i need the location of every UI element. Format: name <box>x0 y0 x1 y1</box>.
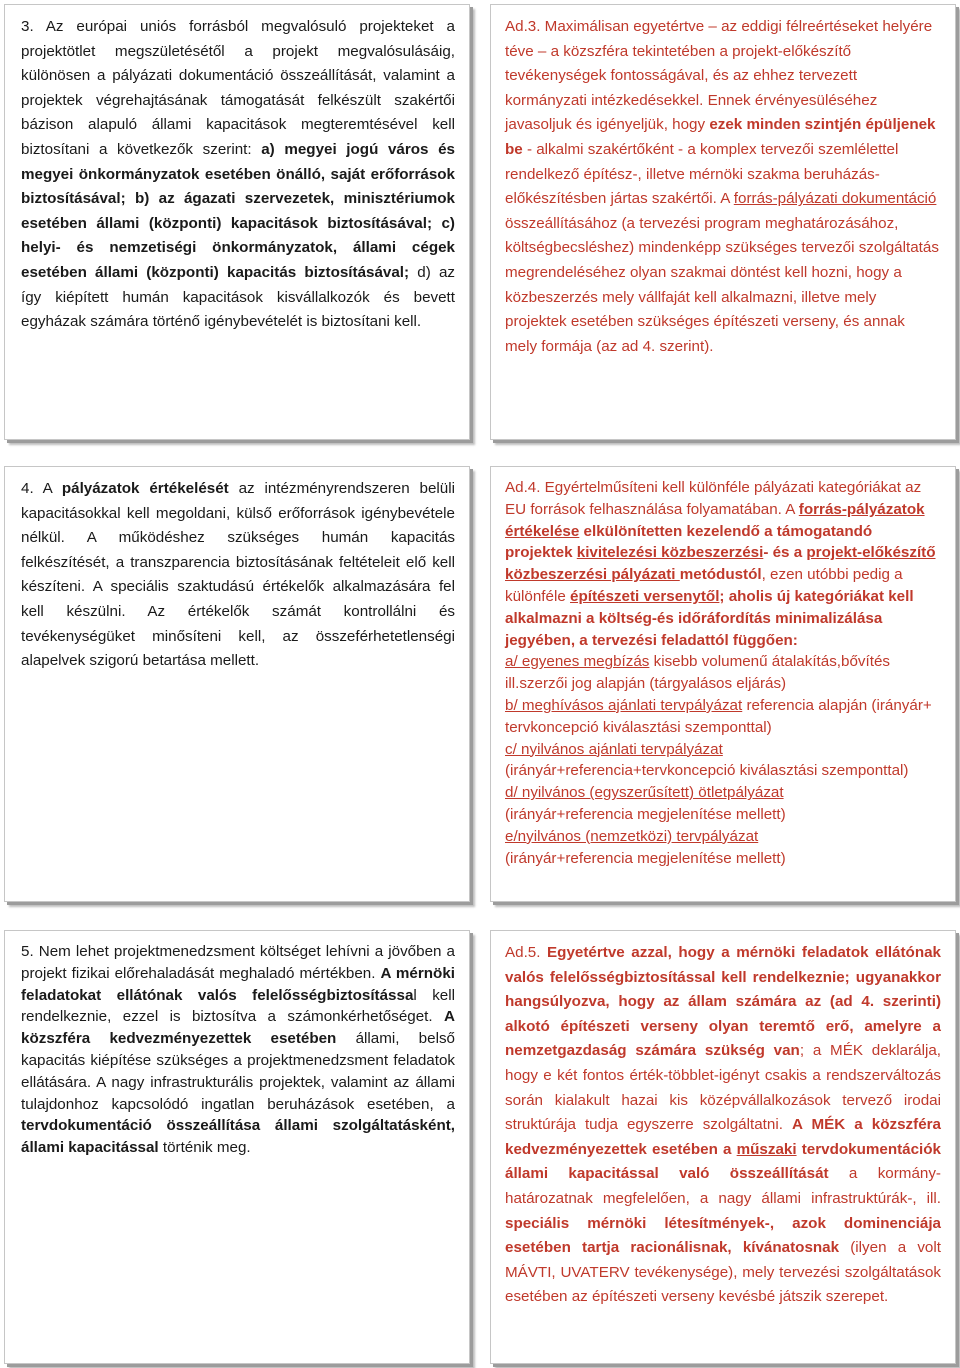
response-4-term-1: forrás-pályázatok értékelése <box>505 500 925 540</box>
response-5-emphasis-3: tervdokumentációk állami kapacitással való összeállítását <box>505 1140 941 1183</box>
response-4-tail: ; aholis új kategóriákat kell alkalmazni a költség-és időráfordítás minimalizálása jegyében, a tervezési feladattól függően: <box>505 587 914 649</box>
response-5-emphasis-1: Egyetértve azzal, hogy a mérnöki feladatok ellátónak valós felelősségbiztosítással kell rendelkeznie; ugyanakkor hangsúlyozva, hogy az állam számára az (ad 4. szerinti) alkotó építészeti verseny olyan teremtő erő, amelyre a nemzetgazdaság számára szükség van <box>505 944 941 1060</box>
proposal-5-text <box>21 941 455 1159</box>
proposal-4-number: 4. A <box>21 480 62 497</box>
response-4-intro: Ad.4. Egyértelműsíteni kell különféle pályázati kategóriákat az EU források felhasználása folyamatában. A <box>505 479 922 518</box>
response-4-mid: , ezen utóbbi pedig a különféle <box>505 566 903 605</box>
response-3-emphasis: ezek minden szintjén épüljenek be <box>505 116 936 158</box>
response-4-term-6: metódustól <box>679 566 762 584</box>
response-4-term-4: - és a <box>763 544 807 562</box>
list-item-title: b/ meghívásos ajánlati tervpályázat <box>505 696 743 714</box>
response-4-list-item <box>505 695 941 739</box>
response-4-term-2: elkülönítetten kezelendő a támogatandó projektek <box>505 522 873 562</box>
response-4-list-item <box>505 826 941 870</box>
proposal-5-box <box>4 930 470 1364</box>
response-5-emphasis-4: speciális mérnöki létesítmények-, azok dominenciája esetében tartja racionálisnak, kívánatosnak <box>505 1214 941 1257</box>
response-5-end: (ilyen a volt MÁVTI, UVATERV tevékenysége), mely tervezési szolgáltatások esetében az építészeti verseny kevésbé játszik szerepet. <box>505 1239 941 1306</box>
proposal-3-points-a-c: a) megyei jogú város és megyei önkormányzatok esetében önálló, saját erőforrások biztosításával; b) az ágazati szervezetek, minisztériumok esetében állami (központi) kapacitások biztosításával; c) helyi- és nemzetiségi önkormányzatok, állami cégek esetében állami (központi) kapacitás biztosításával; <box>21 140 455 281</box>
proposal-3-intro: 3. Az európai uniós forrásból megvalósuló projekteket a projektötlet megszületésétől a projekt megvalósulásáig, különösen a pályázati dokumentáció összeállítását, valamint a projektek végrehajtásának támogatását felkészült szakértői bázison alapuló állami kapacitások megteremtésével kell biztosítani a következők szerint: <box>21 18 455 158</box>
response-5-label: Ad.5. <box>505 944 548 961</box>
proposal-4-box <box>4 466 470 902</box>
proposal-5-body: állami, belső kapacitás kiépítése szükséges a projektmenedzsment feladatok ellátására. A nagy infrastrukturális projektek, valamint az állami tulajdonhoz kapcsolódó ingatlan beruházások esetében, a <box>21 1030 455 1113</box>
response-4-list-item <box>505 782 941 826</box>
response-3-intro: Ad.3. Maximálisan egyetértve – az eddigi félreértéseket helyére téve – a közszféra tekintetében a projekt-előkészítő tevékenységek fontosságával, és az ehhez tervezett kormányzati intézkedésekkel. Ennek érvényesüléséhez javasoljuk és igényeljük, hogy <box>505 18 933 134</box>
response-5-underlined: műszaki <box>736 1140 797 1158</box>
response-4-text <box>505 477 941 651</box>
list-item-detail: (irányár+referencia megjelenítése mellett) <box>505 805 786 823</box>
response-5-box <box>490 930 956 1364</box>
response-5-body: a kormány-határozatnak megfelelően, a nagy állami infrastruktúrák-, ill. <box>505 1165 941 1207</box>
response-3-box <box>490 4 956 440</box>
proposal-4-emphasis: pályázatok értékelését <box>61 480 229 497</box>
proposal-4-text <box>21 477 455 674</box>
response-3-middle: - alkalmi szakértőként - a komplex tervezői szemlélettel rendelkező építész-, illetve mérnöki szakma beruházás-előkészítésben jártas szakértői. A <box>505 140 899 208</box>
proposal-5-emphasis-3: tervdokumentáció összeállítása állami szolgáltatásként, állami kapacitással <box>21 1117 455 1157</box>
list-item-title: e/nyilvános (nemzetközi) tervpályázat <box>505 827 759 845</box>
list-item-detail: (irányár+referencia megjelenítése mellett) <box>505 849 786 867</box>
proposal-5-end: történik meg. <box>158 1139 251 1157</box>
proposal-3-point-d: d) az így kiépített humán kapacitások kisvállalkozók és bevett egyházak számára történő igénybevételét is biztosítani kell. <box>21 263 455 331</box>
list-item-title: d/ nyilvános (egyszerűsített) ötletpályázat <box>505 784 784 802</box>
response-5-text <box>505 941 941 1310</box>
proposal-3-box <box>4 4 470 440</box>
list-item-detail: (irányár+referencia+tervkoncepció kiválasztási szemponttal) <box>505 762 909 780</box>
list-item-detail: kisebb volumenű átalakítás,bővítés ill.szerzői jog alapján (tárgyalásos eljárás) <box>505 653 890 693</box>
list-item-title: a/ egyenes megbízás <box>505 653 650 671</box>
list-item-detail: referencia alapján (irányár+ tervkoncepció kiválasztási szemponttal) <box>505 696 932 736</box>
list-item-title: c/ nyilvános ajánlati tervpályázat <box>505 740 723 758</box>
proposal-5-middle: l kell rendelkeznie, ezzel is biztosítva a számonkérhetőséget. <box>21 986 455 1026</box>
response-4-box <box>490 466 956 902</box>
response-4-list-item <box>505 651 941 695</box>
response-3-text <box>505 15 941 359</box>
response-4-list-item <box>505 739 941 783</box>
proposal-4-body: az intézményrendszeren belüli kapacitásokkal kell megoldani, külső erőforrások igénybevétele nélkül. A működéshez szükséges humán kapacitás felkészítését, a transzparencia biztosításának feltételeit elő kell készíteni. A speciális szaktudású értékelők alkalmazására fel kell készülni. Az értékelők számát kontrollálni és tevékenységüket minősíteni kell, az összeférhetetlenségi alapelvek szigorú betartása mellett. <box>21 480 456 670</box>
proposal-3-text <box>21 15 455 335</box>
proposal-5-intro: 5. Nem lehet projektmenedzsment költséget lehívni a jövőben a projekt fizikai előrehaladását meghaladó mértékben. <box>21 943 455 982</box>
response-3-end: összeállításához (a tervezési program meghatározásához, költségbecsléshez) mindenképp szükséges tervezői szolgáltatás megrendeléséhez olyan szakmai döntést kell hozni, hogy a közbeszerzés mely vállfaját kell alkalmazni, illetve mely projektek esetében szükséges építészeti verseny, és annak mely formája (az ad 4. szerint). <box>505 214 939 355</box>
response-5-middle: ; a MÉK deklarálja, hogy e két fontos érték-többlet-igényt csakis a rendszerváltozás során kialakult hazai kis középvállalkozások tervező irodai struktúrája tudja egyszerre szolgáltatni. <box>505 1042 941 1134</box>
response-4-term-3: kivitelezési közbeszerzési <box>576 544 764 562</box>
response-5-emphasis-2: A MÉK a közszféra kedvezményezettek esetében a <box>505 1116 941 1158</box>
response-4-term-7: építészeti versenytől <box>570 587 720 605</box>
response-3-underlined: forrás-pályázati dokumentáció <box>733 190 937 208</box>
proposal-5-emphasis-1: A mérnöki feladatokat ellátónak valós felelősségbiztosítássa <box>21 964 455 1004</box>
proposal-5-emphasis-2: A közszféra kedvezményezettek esetében <box>21 1008 455 1048</box>
response-4-term-5: projekt-előkészítő közbeszerzési pályázati <box>505 544 936 584</box>
